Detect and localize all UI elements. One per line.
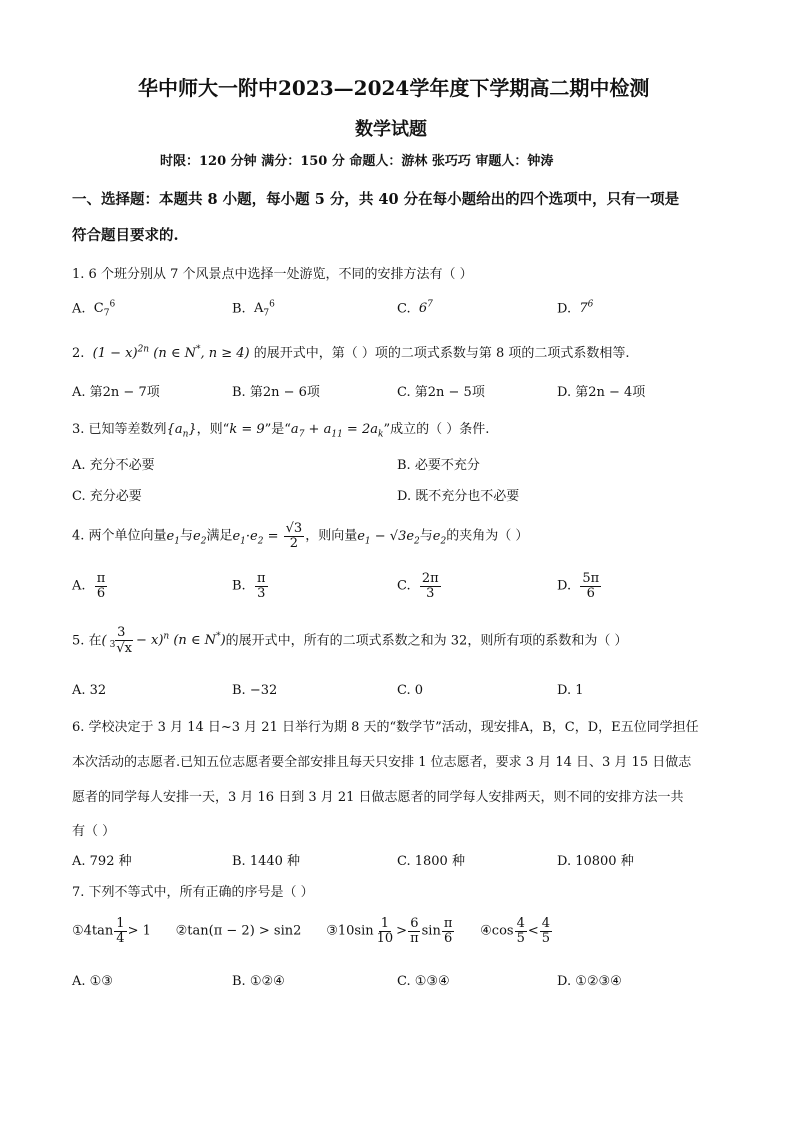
section-heading: 一、选择题：本题共 8 小题，每小题 5 分，共 40 分在每小题给出的四个选项中，只有一项是 bbox=[72, 191, 680, 208]
q4-option-c: C. $\frac{2\pi}{3}$ bbox=[397, 571, 439, 601]
q6-option-b: B. 1440 种 bbox=[232, 854, 301, 869]
q1-option-a: A. $C_7^6$ bbox=[72, 300, 116, 319]
q3-option-a: A. 充分不必要 bbox=[72, 458, 155, 473]
q7-statements: ①4tan $\frac{1}{4}$ > 1 ②tan(π − 2) > sin2 ③10sin $\frac{1}{10}$ > $\frac{6}{\pi}$ sin $\frac{\pi}{6}$ ④cos $\frac{4}{5}$ < $\frac{4}{5}$ bbox=[72, 916, 551, 946]
question-7: 7. 下列不等式中，所有正确的序号是（ ） bbox=[72, 885, 314, 900]
question-3: 3. 已知等差数列$\{a_n\}$，则“k = 9”是“$a_7 + a_{11} = 2a_k$”成立的（ ）条件. bbox=[72, 422, 490, 440]
exam-meta: 时限：120 分钟 满分：150 分 命题人：游林 张巧巧 审题人：钟涛 bbox=[160, 154, 554, 169]
q1-option-b: B. $A_7^6$ bbox=[232, 300, 275, 319]
q2-option-b: B. 第2n − 6项 bbox=[232, 385, 320, 400]
q7-option-b: B. ①②④ bbox=[232, 974, 285, 989]
q5-option-b: B. −32 bbox=[232, 683, 278, 698]
question-6-line-1: 6. 学校决定于 3 月 14 日~3 月 21 日举行为期 8 天的“数学节”活动，现安排A，B，C，D，E五位同学担任 bbox=[72, 720, 699, 735]
q2-option-d: D. 第2n − 4项 bbox=[557, 385, 646, 400]
question-6-line-3: 愿者的同学每人安排一天，3 月 16 日到 3 月 21 日做志愿者的同学每人安排两天，则不同的安排方法一共 bbox=[72, 790, 684, 805]
question-4: 4. 两个单位向量$e_1$与$e_2$满足$e_1\cdot e_2$ = $\frac{√3}{2}$ ，则向量$e_1 - √3e_2$与$e_2$的夹角为（ ） bbox=[72, 521, 529, 551]
q4-option-d: D. $\frac{5\pi}{6}$ bbox=[557, 571, 600, 601]
question-5: 5. 在( $\frac{3}{^3√x}$ − x)$^n$ (n ∈ N*)的展开式中，所有的二项式系数之和为 32，则所有项的系数和为（ ） bbox=[72, 625, 628, 656]
q5-option-c: C. 0 bbox=[397, 683, 424, 698]
q1-option-c: C. $6^7$ bbox=[397, 300, 433, 317]
q3-option-d: D. 既不充分也不必要 bbox=[397, 489, 520, 504]
q5-option-d: D. 1 bbox=[557, 683, 584, 698]
question-6-line-4: 有（ ） bbox=[72, 824, 116, 839]
q7-option-a: A. ①③ bbox=[72, 974, 113, 989]
q6-option-d: D. 10800 种 bbox=[557, 854, 634, 869]
q7-option-d: D. ①②③④ bbox=[557, 974, 622, 989]
q2-option-c: C. 第2n − 5项 bbox=[397, 385, 485, 400]
q7-option-c: C. ①③④ bbox=[397, 974, 450, 989]
q3-option-b: B. 必要不充分 bbox=[397, 458, 480, 473]
question-1: 1. 6 个班分别从 7 个风景点中选择一处游览，不同的安排方法有（ ） bbox=[72, 267, 473, 282]
q3-option-c: C. 充分必要 bbox=[72, 489, 142, 504]
q4-option-a: A. $\frac{\pi}{6}$ bbox=[72, 571, 106, 601]
q4-option-b: B. $\frac{\pi}{3}$ bbox=[232, 571, 266, 601]
q5-option-a: A. 32 bbox=[72, 683, 107, 698]
q6-option-c: C. 1800 种 bbox=[397, 854, 465, 869]
q6-option-a: A. 792 种 bbox=[72, 854, 132, 869]
exam-subtitle: 数学试题 bbox=[355, 119, 427, 140]
question-6-line-2: 本次活动的志愿者.已知五位志愿者要全部安排且每天只安排 1 位志愿者，要求 3 月 14 日、3 月 15 日做志 bbox=[72, 755, 692, 770]
q2-option-a: A. 第2n − 7项 bbox=[72, 385, 160, 400]
q1-option-d: D. $7^6$ bbox=[557, 300, 594, 317]
exam-title: 华中师大一附中2023—2024学年度下学期高二期中检测 bbox=[138, 76, 650, 100]
section-heading-cont: 符合题目要求的. bbox=[72, 227, 179, 244]
question-2: 2. $(1 - x)^{2n}$ (n ∈ N*, n ≥ 4) 的展开式中，第（ ）项的二项式系数与第 8 项的二项式系数相等. bbox=[72, 344, 630, 361]
